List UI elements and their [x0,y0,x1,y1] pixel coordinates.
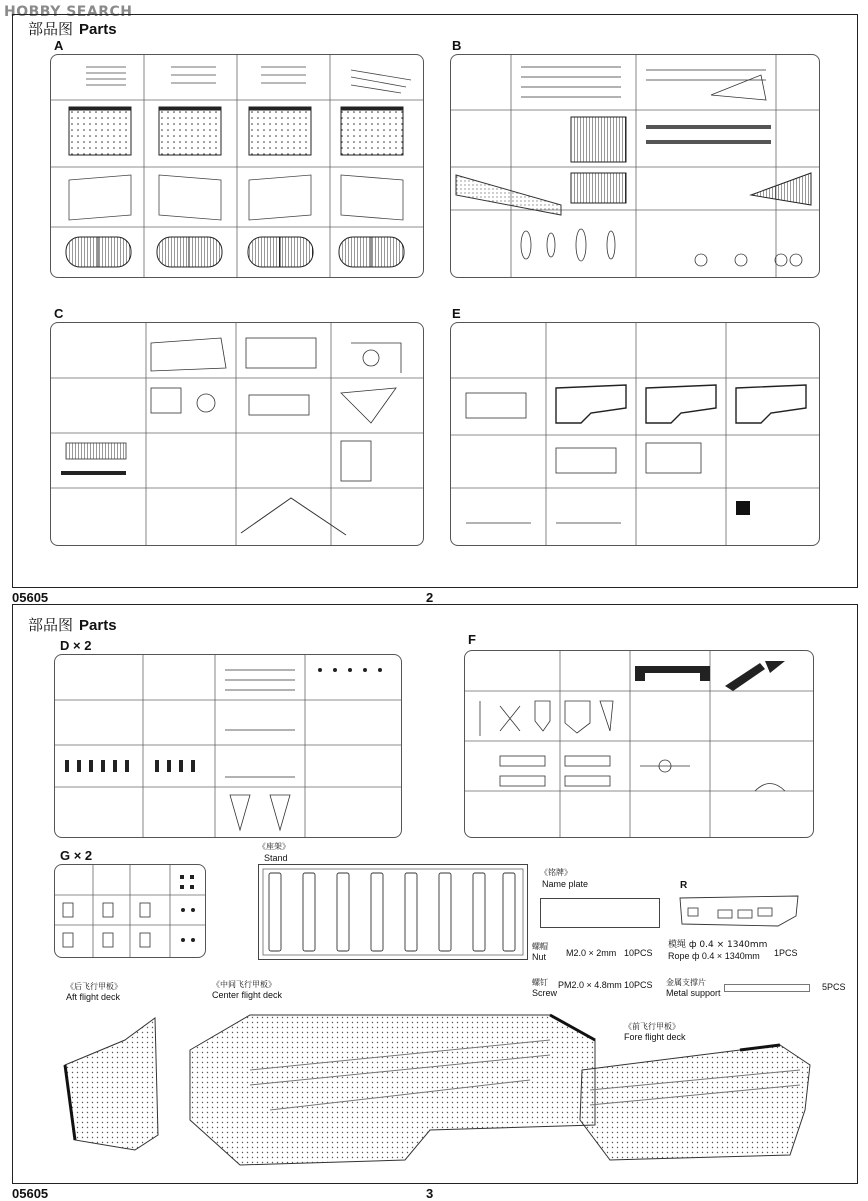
page-2-title-en: Parts [79,21,117,38]
nameplate-part [540,898,660,928]
sprue-r [678,894,802,928]
metal-support-item [666,978,721,999]
sprue-c-label: C [54,306,64,321]
sprue-g-drawing [55,865,205,957]
sprue-r-label: R [680,880,688,891]
center-deck-label-en: Center flight deck [212,990,283,1000]
sprue-f-label: F [468,632,476,647]
sprue-a [50,54,424,278]
page-3-code: 05605 [12,1186,49,1201]
watermark-text: HOBBY SEARCH [4,4,133,20]
sprue-d-label: D × 2 [60,638,92,653]
stand-label-en: Stand [264,853,288,863]
screw-label-cn: 螺钉 [532,978,548,987]
page-3-title-en: Parts [79,617,117,634]
nut-spec: M2.0 × 2mm [566,948,617,958]
stand-drawing [259,865,527,959]
metal-support-label-en: Metal support [666,988,721,998]
sprue-e-label: E [452,306,461,321]
metal-support-part [724,984,810,992]
sprue-d [54,654,402,838]
page-3-title [28,614,117,635]
stand-label-cn: 《座架》 [258,842,290,851]
rope-label-en: Rope ф 0.4 × 1340mm [668,951,760,961]
sprue-b-drawing [451,55,819,277]
sprue-c [50,322,424,546]
rope-item [668,940,767,962]
rope-label-cn: 模绳 ф 0.4 × 1340mm [668,940,768,950]
flight-decks-drawing [50,1010,820,1175]
screw-item [532,978,557,999]
page-2-title [28,18,117,39]
sprue-b [450,54,820,278]
nut-label-cn: 螺帽 [532,942,548,951]
center-flight-deck [190,1015,595,1165]
aft-deck-label-en: Aft flight deck [66,992,121,1002]
sprue-d-drawing [55,655,401,837]
sprue-a-drawing [51,55,423,277]
sprue-e [450,322,820,546]
rope-qty: 1PCS [774,948,798,958]
screw-label-en: Screw [532,988,558,998]
sprue-g-label: G × 2 [60,848,93,863]
aft-deck-label [66,982,122,1003]
page-2-number: 2 [426,590,434,605]
sprue-b-label: B [452,38,462,53]
fore-deck-label-en: Fore flight deck [624,1032,686,1042]
nut-label-en: Nut [532,952,547,962]
center-deck-label [212,980,282,1001]
sprue-e-drawing [451,323,819,545]
page-3-title-cn: 部品图 [28,616,74,634]
screw-qty: 10PCS [624,980,653,990]
metal-support-label-cn: 金属支撑片 [666,978,706,987]
fore-deck-label-cn: 《前飞行甲板》 [624,1022,680,1031]
page-2-code: 05605 [12,590,49,605]
page-2-title-cn: 部品图 [28,20,74,38]
nut-item [532,942,548,963]
aft-deck-label-cn: 《后飞行甲板》 [66,982,122,991]
sprue-f [464,650,814,838]
stand-part [258,864,528,960]
nameplate-label-en: Name plate [542,879,589,889]
aft-flight-deck [65,1018,158,1150]
page-3-number: 3 [426,1186,434,1201]
screw-spec: PM2.0 × 4.8mm [558,980,622,990]
sprue-a-label: A [54,38,64,53]
sprue-r-drawing [678,894,802,928]
sprue-f-drawing [465,651,813,837]
metal-support-qty: 5PCS [822,982,846,992]
sprue-g [54,864,206,958]
nameplate-label-cn: 《铭牌》 [540,868,572,877]
sprue-c-drawing [51,323,423,545]
nut-qty: 10PCS [624,948,653,958]
center-deck-label-cn: 《中间飞行甲板》 [212,980,276,989]
